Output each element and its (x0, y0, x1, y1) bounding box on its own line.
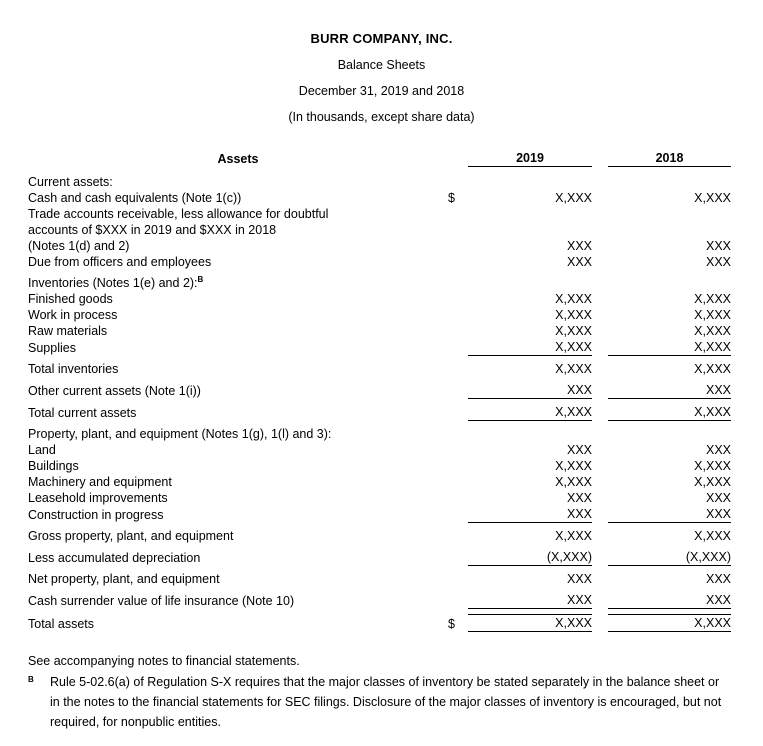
currency-symbol (448, 528, 468, 544)
currency-symbol (448, 275, 468, 291)
value-2019 (468, 222, 592, 238)
value-2018: XXX (705, 443, 731, 457)
table-row (28, 382, 731, 399)
column-gap (592, 426, 608, 442)
column-gap (592, 174, 608, 190)
value-2019: XXX (468, 592, 592, 609)
value-2019 (468, 426, 592, 442)
currency-symbol (448, 307, 468, 323)
column-header-2018: 2018 (608, 150, 731, 167)
value-2018: XXX (705, 255, 731, 269)
value-2018 (608, 426, 731, 442)
column-gap (592, 206, 608, 222)
value-2019: XXX (566, 491, 592, 505)
value-2018: (X,XXX) (608, 549, 731, 566)
footnote-b (28, 672, 728, 732)
table-row (28, 442, 731, 458)
table-row (28, 291, 731, 307)
value-2019: X,XXX (555, 529, 592, 543)
footnote-marker: B (28, 675, 34, 684)
row-label: Total assets (28, 616, 95, 631)
currency-symbol (448, 442, 468, 458)
column-gap (592, 506, 608, 523)
currency-symbol (448, 404, 468, 421)
row-label: Trade accounts receivable, less allowance for doubtful (28, 207, 329, 221)
table-row (28, 474, 731, 490)
value-2018: XXX (705, 491, 731, 505)
currency-symbol (448, 458, 468, 474)
table-row (28, 458, 731, 474)
currency-symbol (448, 291, 468, 307)
value-2019: X,XXX (555, 191, 592, 205)
value-2018: X,XXX (694, 459, 731, 473)
value-2019: X,XXX (555, 362, 592, 376)
row-label: Leasehold improvements (28, 491, 168, 505)
value-2019: XXX (566, 255, 592, 269)
statement-title: Balance Sheets (337, 58, 426, 72)
table-row (28, 592, 731, 609)
value-2018: X,XXX (608, 404, 731, 421)
value-2018: X,XXX (694, 529, 731, 543)
currency-symbol (448, 222, 468, 238)
column-header-2019: 2019 (468, 150, 592, 167)
row-label: Less accumulated depreciation (28, 550, 201, 565)
value-2019 (468, 174, 592, 190)
row-label: Inventories (Notes 1(e) and 2):$^B$ (28, 274, 204, 290)
company-name: BURR COMPANY, INC. (310, 31, 453, 46)
column-gap (592, 404, 608, 421)
table-row (28, 506, 731, 523)
column-gap (592, 592, 608, 609)
row-label: Cash and cash equivalents (Note 1(c)) (28, 191, 242, 205)
row-label: Construction in progress (28, 507, 164, 522)
table-row (28, 361, 731, 377)
currency-symbol (448, 474, 468, 490)
table-row (28, 238, 731, 254)
row-label: Due from officers and employees (28, 255, 212, 269)
value-2019: X,XXX (555, 459, 592, 473)
row-label: Property, plant, and equipment (Notes 1(g), 1(l) and 3): (28, 427, 332, 441)
currency-symbol (448, 339, 468, 356)
row-label: Finished goods (28, 292, 113, 306)
footnote-b-text: Rule 5-02.6(a) of Regulation S-X requires that the major classes of inventory be stated separately in the balance sheet or in the notes to the financial statements for SEC filings. Disclosure of the major classes of inventory is encouraged, but not required, for nonpublic entities. (50, 675, 722, 729)
value-2019: (X,XXX) (468, 549, 592, 566)
table-row (28, 339, 731, 356)
value-2019 (468, 206, 592, 222)
currency-symbol (448, 238, 468, 254)
table-row (28, 549, 731, 566)
value-2018 (608, 222, 731, 238)
value-2018: XXX (705, 239, 731, 253)
value-2018: X,XXX (694, 362, 731, 376)
value-2019: X,XXX (555, 308, 592, 322)
row-label: Total current assets (28, 405, 137, 420)
currency-symbol (448, 206, 468, 222)
currency-symbol (448, 361, 468, 377)
column-gap (592, 222, 608, 238)
column-gap (592, 291, 608, 307)
header-symbol-cell (448, 150, 468, 167)
balance-sheet-table (28, 150, 731, 632)
table-row (28, 174, 731, 190)
value-2018: X,XXX (694, 308, 731, 322)
column-gap (592, 275, 608, 291)
column-gap (592, 190, 608, 206)
value-2019: XXX (566, 572, 592, 586)
row-label: Supplies (28, 340, 76, 355)
value-2019: X,XXX (555, 324, 592, 338)
value-2018: X,XXX (694, 324, 731, 338)
row-label: Raw materials (28, 324, 108, 338)
value-2018: XXX (608, 382, 731, 399)
statement-units-line: (In thousands, except share data) (288, 110, 475, 124)
column-gap (592, 571, 608, 587)
currency-symbol (448, 254, 468, 270)
column-gap (592, 474, 608, 490)
table-row (28, 615, 731, 632)
column-gap (592, 361, 608, 377)
row-label: Gross property, plant, and equipment (28, 529, 234, 543)
row-label: Work in process (28, 308, 118, 322)
column-gap (592, 615, 608, 632)
value-2019: X,XXX (555, 475, 592, 489)
column-gap (592, 458, 608, 474)
table-row (28, 571, 731, 587)
column-gap (592, 549, 608, 566)
table-row (28, 254, 731, 270)
row-label: Net property, plant, and equipment (28, 572, 220, 586)
column-gap (592, 442, 608, 458)
value-2018: XXX (608, 592, 731, 609)
currency-symbol (448, 571, 468, 587)
column-gap (592, 307, 608, 323)
value-2018 (608, 174, 731, 190)
table-row (28, 275, 731, 291)
value-2018: X,XXX (608, 339, 731, 356)
value-2018 (608, 206, 731, 222)
row-label: Buildings (28, 459, 79, 473)
value-2018 (608, 275, 731, 291)
value-2018: X,XXX (694, 191, 731, 205)
value-2018: XXX (705, 572, 731, 586)
currency-symbol (448, 426, 468, 442)
column-gap (592, 238, 608, 254)
statement-date-line: December 31, 2019 and 2018 (298, 84, 465, 98)
row-label: Cash surrender value of life insurance (Note 10) (28, 593, 295, 608)
currency-symbol (448, 490, 468, 506)
column-gap (592, 339, 608, 356)
currency-symbol (448, 382, 468, 399)
table-header-row (28, 150, 731, 167)
row-label: Other current assets (Note 1(i)) (28, 383, 201, 398)
row-label: Machinery and equipment (28, 475, 172, 489)
table-row (28, 490, 731, 506)
spacer-row (28, 167, 731, 175)
value-2019 (468, 275, 592, 291)
currency-symbol (448, 174, 468, 190)
currency-symbol (448, 549, 468, 566)
column-gap (592, 528, 608, 544)
row-label: Current assets: (28, 175, 113, 189)
table-row (28, 528, 731, 544)
column-gap (592, 323, 608, 339)
table-row (28, 307, 731, 323)
value-2018: X,XXX (608, 615, 731, 632)
table-row (28, 404, 731, 421)
see-accompanying-notes: See accompanying notes to financial statements. (28, 654, 300, 668)
value-2019: X,XXX (555, 292, 592, 306)
row-label: accounts of $XXX in 2019 and $XXX in 2018 (28, 223, 277, 237)
column-gap (592, 382, 608, 399)
value-2019: XXX (566, 239, 592, 253)
row-label: Land (28, 443, 56, 457)
row-label: Total inventories (28, 362, 119, 376)
currency-symbol: $ (448, 191, 455, 205)
value-2019: XXX (468, 382, 592, 399)
row-label: (Notes 1(d) and 2) (28, 239, 130, 253)
document-heading (0, 0, 763, 124)
value-2018: X,XXX (694, 475, 731, 489)
currency-symbol (448, 323, 468, 339)
value-2019: XXX (566, 443, 592, 457)
column-gap (592, 490, 608, 506)
table-row (28, 222, 731, 238)
header-gap-cell (592, 150, 608, 167)
value-2018: XXX (608, 506, 731, 523)
table-row (28, 323, 731, 339)
table-row (28, 206, 731, 222)
currency-symbol (448, 506, 468, 523)
inventory-footnote-marker: B (197, 274, 204, 284)
value-2019: X,XXX (468, 404, 592, 421)
value-2019: X,XXX (468, 339, 592, 356)
table-row (28, 190, 731, 206)
table-row (28, 426, 731, 442)
column-gap (592, 254, 608, 270)
currency-symbol: $ (448, 616, 455, 631)
value-2018: X,XXX (694, 292, 731, 306)
value-2019: XXX (468, 506, 592, 523)
footnotes (28, 651, 728, 732)
currency-symbol (448, 592, 468, 609)
value-2019: X,XXX (468, 615, 592, 632)
assets-section-header: Assets (217, 151, 259, 166)
